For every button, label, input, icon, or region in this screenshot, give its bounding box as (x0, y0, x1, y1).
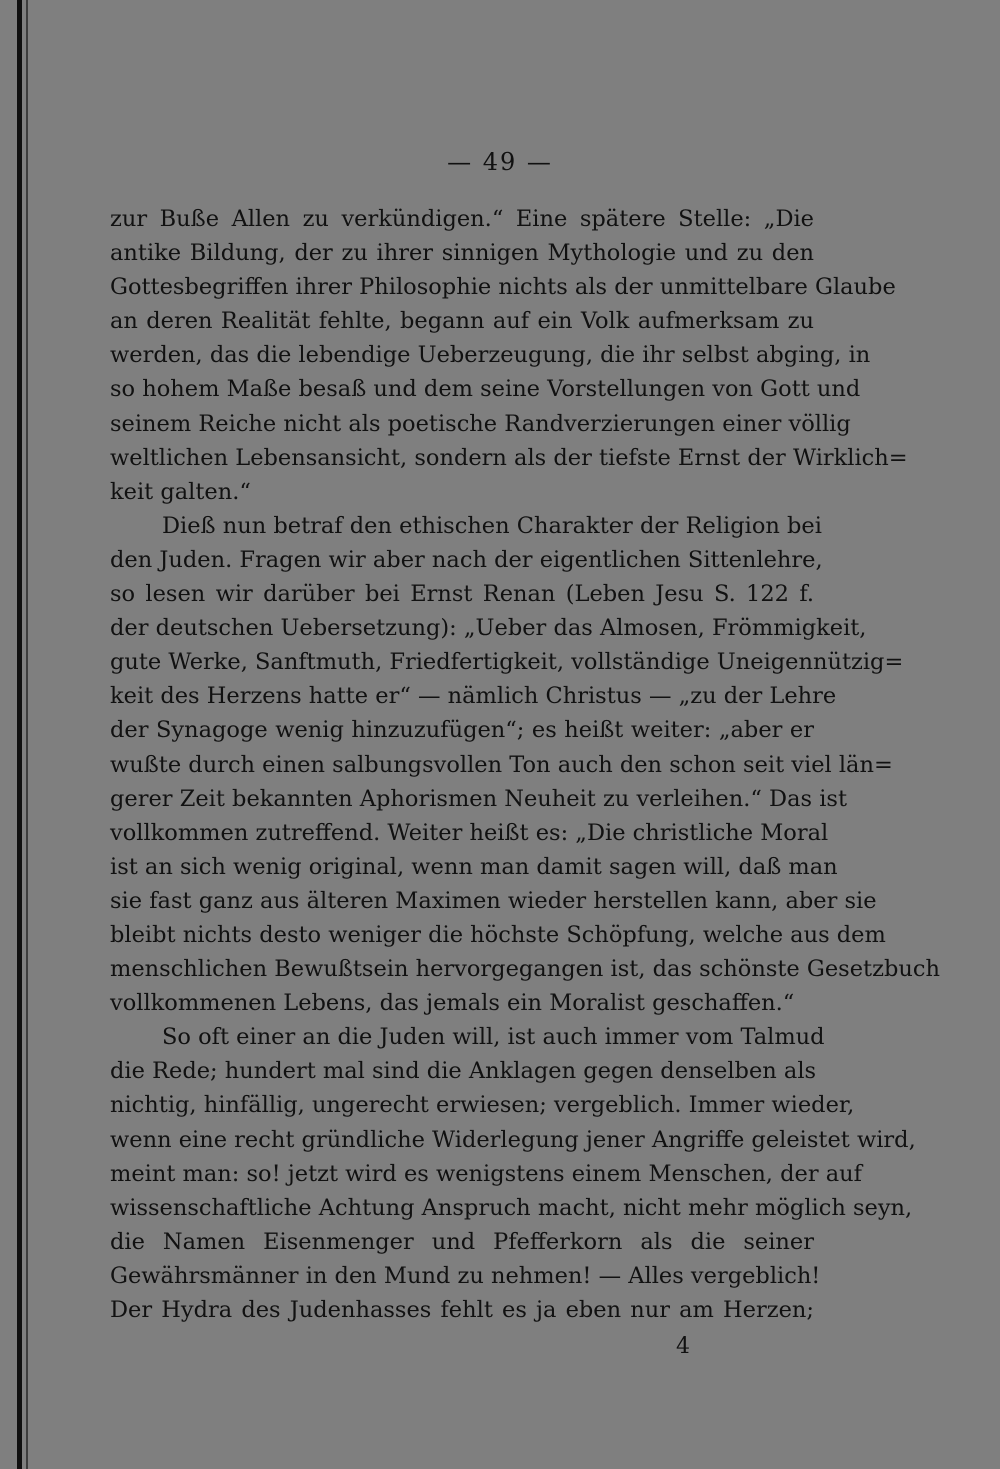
text-line: Dieß nun betraf den ethischen Charakter der Religion bei (162, 512, 822, 539)
text-line: seinem Reiche nicht als poetische Randverzierungen einer völlig (110, 410, 851, 437)
text-line: Der Hydra des Judenhasses fehlt es ja eben nur am Herzen; (110, 1297, 814, 1323)
text-line: Gottesbegriffen ihrer Philosophie nichts als der unmittelbare Glaube (110, 274, 896, 301)
text-line: vollkommenen Lebens, das jemals ein Moralist geschaffen.“ (110, 990, 795, 1017)
text-line: der Synagoge wenig hinzuzufügen“; es heißt weiter: „aber er (110, 717, 814, 744)
text-line: menschlichen Bewußtsein hervorgegangen ist, das schönste Gesetzbuch (110, 956, 940, 983)
body-text (110, 202, 940, 1327)
text-line: gute Werke, Sanftmuth, Friedfertigkeit, vollständige Uneigennützig= (110, 649, 904, 676)
text-line: so lesen wir darüber bei Ernst Renan (Leben Jesu S. 122 f. (110, 581, 814, 608)
text-line: ist an sich wenig original, wenn man damit sagen will, daß man (110, 853, 838, 880)
text-line: weltlichen Lebensansicht, sondern als der tiefste Ernst der Wirklich= (110, 444, 908, 471)
text-line: wissenschaftliche Achtung Anspruch macht, nicht mehr möglich seyn, (110, 1194, 913, 1221)
text-line: meint man: so! jetzt wird es wenigstens einem Menschen, der auf (110, 1160, 862, 1187)
text-line: keit galten.“ (110, 478, 251, 505)
page-binding-shadow (26, 0, 28, 1469)
text-line: sie fast ganz aus älteren Maximen wieder herstellen kann, aber sie (110, 887, 877, 914)
text-line: vollkommen zutreffend. Weiter heißt es: „Die christliche Moral (110, 819, 829, 846)
text-line: So oft einer an die Juden will, ist auch immer vom Talmud (162, 1024, 825, 1051)
text-line: wußte durch einen salbungsvollen Ton auch den schon seit viel län= (110, 751, 893, 778)
text-line: Gewährsmänner in den Mund zu nehmen! — Alles vergeblich! (110, 1262, 821, 1289)
signature-mark: 4 (676, 1334, 690, 1359)
text-line: werden, das die lebendige Ueberzeugung, die ihr selbst abging, in (110, 342, 871, 369)
text-line: antike Bildung, der zu ihrer sinnigen Mythologie und zu den (110, 240, 814, 267)
text-line: bleibt nichts desto weniger die höchste Schöpfung, welche aus dem (110, 921, 886, 948)
text-line: der deutschen Uebersetzung): „Ueber das Almosen, Frömmigkeit, (110, 615, 867, 642)
text-line: wenn eine recht gründliche Widerlegung jener Angriffe geleistet wird, (110, 1126, 916, 1153)
text-line: die Rede; hundert mal sind die Anklagen gegen denselben als (110, 1058, 817, 1085)
page-number-header: — 49 — (447, 148, 553, 176)
text-line: an deren Realität fehlte, begann auf ein Volk aufmerksam zu (110, 308, 814, 335)
text-line: so hohem Maße besaß und dem seine Vorstellungen von Gott und (110, 376, 861, 403)
text-line: keit des Herzens hatte er“ — nämlich Christus — „zu der Lehre (110, 683, 837, 710)
text-line: nichtig, hinfällig, ungerecht erwiesen; vergeblich. Immer wieder, (110, 1092, 855, 1119)
text-line: den Juden. Fragen wir aber nach der eigentlichen Sittenlehre, (110, 546, 823, 573)
page-binding-edge (17, 0, 22, 1469)
text-line: die Namen Eisenmenger und Pfefferkorn als die seiner (110, 1228, 814, 1255)
text-line: gerer Zeit bekannten Aphorismen Neuheit zu verleihen.“ Das ist (110, 785, 847, 812)
text-line: zur Buße Allen zu verkündigen.“ Eine spätere Stelle: „Die (110, 206, 814, 232)
